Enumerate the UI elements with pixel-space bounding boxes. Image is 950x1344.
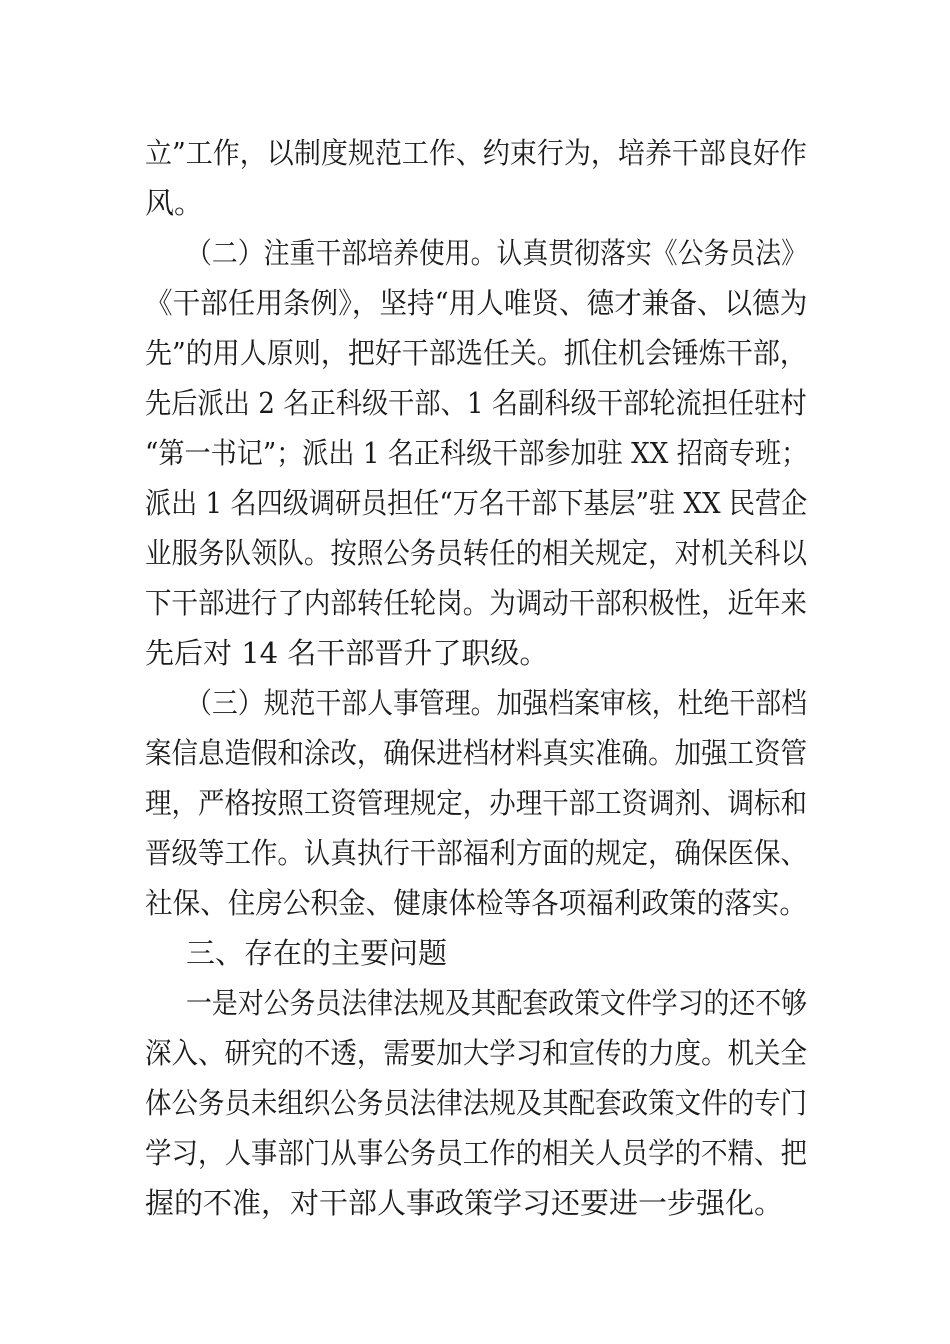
text-line: 案信息造假和涂改，确保进档材料真实准确。加强工资管 [145, 736, 808, 770]
text-line: 风。 [145, 186, 204, 220]
text-line: 立”工作，以制度规范工作、约束行为，培养干部良好作 [145, 136, 807, 170]
paragraph-start: 一是对公务员法律法规及其配套政策文件学习的还不够 [186, 986, 807, 1020]
text-line: 先后派出 2 名正科级干部、1 名副科级干部轮流担任驻村 [145, 386, 807, 420]
text-line: 体公务员未组织公务员法律法规及其配套政策文件的专门 [145, 1086, 808, 1120]
paragraph-heading: （二）注重干部培养使用。认真贯彻落实《公务员法》 [186, 236, 807, 270]
text-line: 学习，人事部门从事公务员工作的相关人员学的不精、把 [145, 1136, 808, 1170]
text-line: 下干部进行了内部转任轮岗。为调动干部积极性，近年来 [145, 586, 808, 620]
text-line: “第一书记”；派出 1 名正科级干部参加驻 XX 招商专班； [145, 436, 808, 470]
text-line: 晋级等工作。认真执行干部福利方面的规定，确保医保、 [145, 836, 808, 870]
text-line: 业服务队领队。按照公务员转任的相关规定，对机关科以 [145, 536, 808, 570]
text-line: 先后对 14 名干部晋升了职级。 [145, 636, 549, 670]
paragraph-heading: （三）规范干部人事管理。加强档案审核，杜绝干部档 [186, 686, 807, 720]
text-line: 先”的用人原则，把好干部选任关。抓住机会锤炼干部， [145, 336, 807, 370]
text-line: 深入、研究的不透，需要加大学习和宣传的力度。机关全 [145, 1036, 808, 1070]
section-heading: 三、存在的主要问题 [186, 936, 448, 970]
text-line: 派出 1 名四级调研员担任“万名干部下基层”驻 XX 民营企 [145, 486, 808, 520]
text-line: 《干部任用条例》，坚持“用人唯贤、德才兼备、以德为 [145, 286, 808, 320]
text-line: 社保、住房公积金、健康体检等各项福利政策的落实。 [145, 886, 807, 920]
text-line: 握的不准，对干部人事政策学习还要进一步强化。 [145, 1186, 784, 1220]
text-line: 理，严格按照工资管理规定，办理干部工资调剂、调标和 [145, 786, 808, 820]
